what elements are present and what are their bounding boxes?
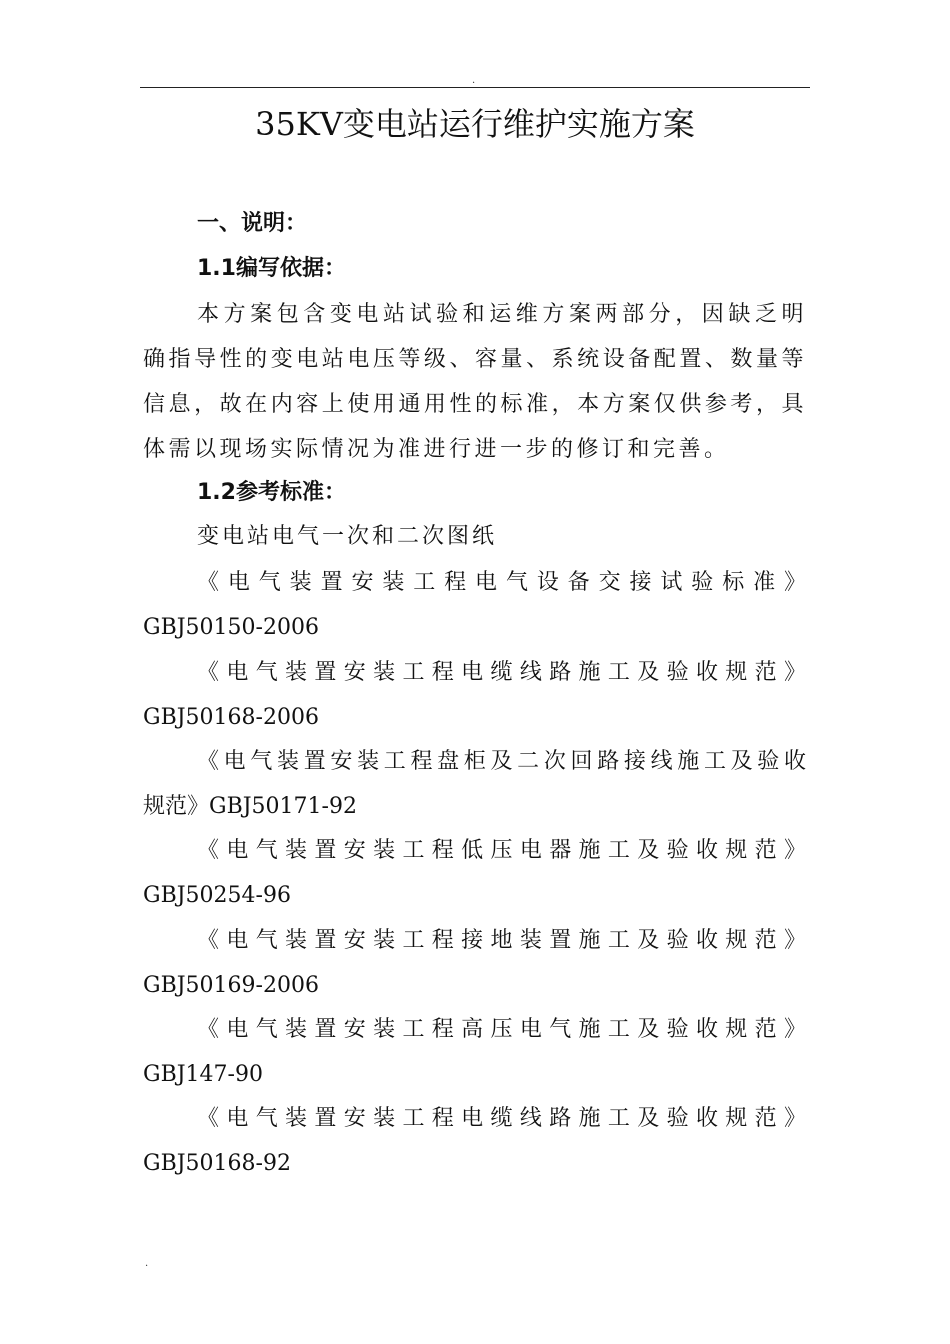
reference-item [143, 1007, 807, 1097]
reference-item [143, 828, 807, 918]
reference-code: GBJ50254-96 [143, 883, 291, 908]
subsection-label: 1.1编写依据： [197, 256, 346, 281]
subsection-label: 1.2参考标准： [197, 480, 346, 505]
reference-title: 《电气装置安装工程电气设备交接试验标准》 [197, 570, 807, 595]
reference-title: 《电气装置安装工程电缆线路施工及验收规范》 [197, 1106, 807, 1131]
reference-code: GBJ50169-2006 [143, 973, 319, 998]
reference-item [143, 1096, 807, 1186]
reference-code: 规范》GBJ50171-92 [143, 794, 357, 819]
section-heading-description: 一、说明： [197, 211, 308, 236]
reference-code: GBJ50168-92 [143, 1151, 291, 1176]
reference-item [143, 650, 807, 740]
reference-title: 《电气装置安装工程低压电器施工及验收规范》 [197, 838, 807, 863]
header-rule [140, 87, 810, 88]
document-title: 35KV变电站运行维护实施方案 [255, 105, 695, 143]
subsection-heading-basis [197, 253, 346, 285]
reference-item [143, 560, 807, 650]
reference-title: 《电气装置安装工程盘柜及二次回路接线施工及验收 [197, 749, 807, 774]
reference-code: GBJ147-90 [143, 1062, 263, 1087]
footer-mark: . [145, 1258, 149, 1269]
reference-title: 《电气装置安装工程电缆线路施工及验收规范》 [197, 660, 807, 685]
header-mark: . [472, 75, 476, 86]
standards-intro: 变电站电气一次和二次图纸 [197, 524, 498, 549]
reference-code: GBJ50168-2006 [143, 705, 319, 730]
reference-title: 《电气装置安装工程接地装置施工及验收规范》 [197, 928, 807, 953]
basis-paragraph: 本方案包含变电站试验和运维方案两部分，因缺乏明确指导性的变电站电压等级、容量、系统设备配置、数量等信息，故在内容上使用通用性的标准，本方案仅供参考，具体需以现场实际情况为准进行进一步的修订和完善。 [143, 302, 807, 462]
subsection-heading-standards [197, 477, 346, 509]
reference-code: GBJ50150-2006 [143, 615, 319, 640]
reference-item [143, 918, 807, 1008]
reference-title: 《电气装置安装工程高压电气施工及验收规范》 [197, 1017, 807, 1042]
reference-item [143, 739, 807, 829]
